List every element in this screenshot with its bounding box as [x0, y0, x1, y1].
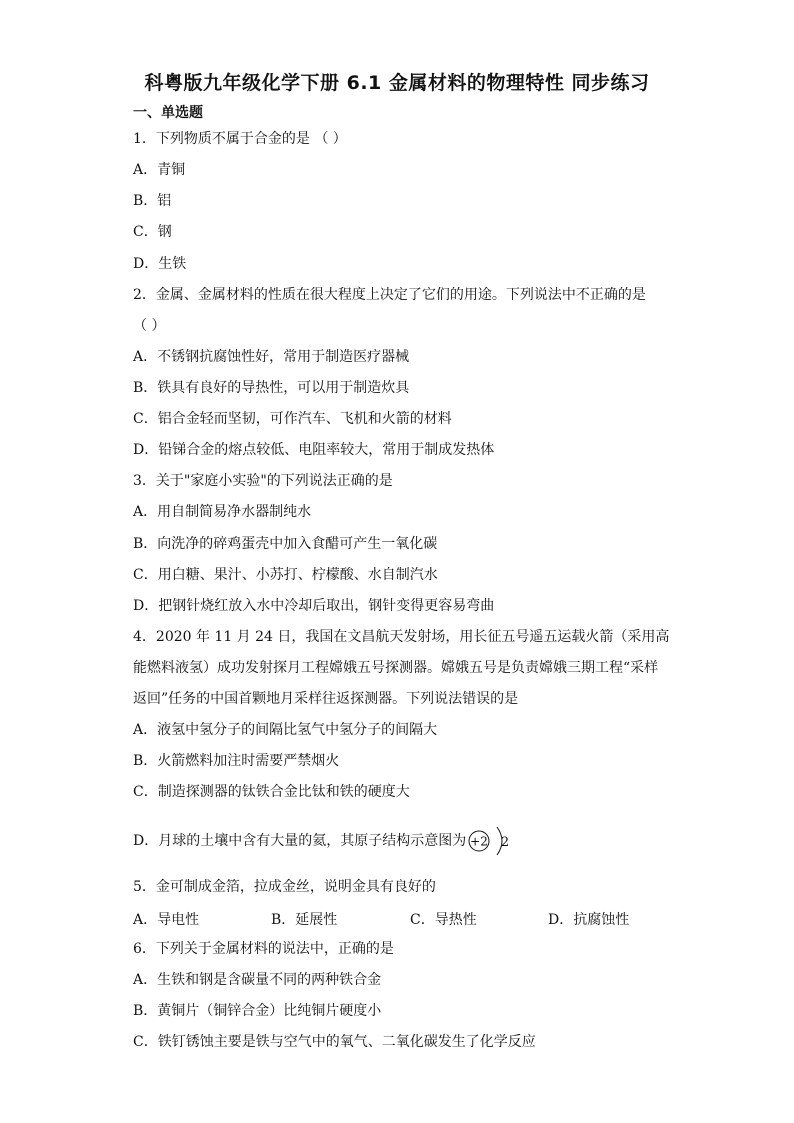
q1-option-d: D．生铁 [133, 256, 187, 272]
q2-stem-line2: （ ） [133, 318, 166, 334]
helium-atom-structure-diagram [465, 826, 515, 856]
q2-option-b: B．铁具有良好的导热性，可以用于制造炊具 [133, 380, 410, 396]
q6-option-a: A．生铁和钢是含碳量不同的两种铁合金 [133, 972, 382, 988]
q5-option-b: B．延展性 [271, 912, 338, 928]
q3-option-d: D．把钢针烧红放入水中冷却后取出，钢针变得更容易弯曲 [133, 598, 495, 614]
q4-option-c: C．制造探测器的钛铁合金比钛和铁的硬度大 [133, 784, 410, 800]
section-heading: 一、单选题 [133, 105, 203, 121]
q3-option-a: A．用自制简易净水器制纯水 [133, 504, 312, 520]
q2-option-c: C．铝合金轻而坚韧，可作汽车、飞机和火箭的材料 [133, 411, 452, 427]
page-title: 科粤版九年级化学下册 6.1 金属材料的物理特性 同步练习 [144, 72, 650, 94]
q6-stem: 6．下列关于金属材料的说法中，正确的是 [133, 941, 394, 957]
q3-option-b: B．向洗净的碎鸡蛋壳中加入食醋可产生一氧化碳 [133, 536, 438, 552]
q3-option-c: C．用白糖、果汁、小苏打、柠檬酸、水自制汽水 [133, 567, 438, 583]
q6-option-b: B．黄铜片（铜锌合金）比纯铜片硬度小 [133, 1003, 382, 1019]
nucleus-charge: +2 [470, 834, 488, 849]
q4-option-d: D．月球的土壤中含有大量的氦，其原子结构示意图为 [133, 833, 467, 849]
shell-electron-count: 2 [500, 835, 510, 850]
q5-options-row [133, 909, 733, 927]
q1-option-b: B．铝 [133, 193, 172, 209]
q4-stem-line1: 4．2020 年 11 月 24 日，我国在文昌航天发射场，用长征五号遥五运载火箭（采用高 [133, 629, 670, 645]
q4-option-b: B．火箭燃料加注时需要严禁烟火 [133, 753, 340, 769]
q1-option-a: A．青铜 [133, 162, 186, 178]
q5-stem: 5．金可制成金箔，拉成金丝，说明金具有良好的 [133, 879, 436, 895]
q2-option-a: A．不锈钢抗腐蚀性好，常用于制造医疗器械 [133, 349, 410, 365]
q4-stem-line2: 能燃料液氢）成功发射探月工程嫦娥五号探测器。嫦娥五号是负责嫦娥三期工程“采样 [133, 660, 659, 676]
q6-option-c: C．铁钉锈蚀主要是铁与空气中的氧气、二氧化碳发生了化学反应 [133, 1034, 536, 1050]
q2-stem-line1: 2．金属、金属材料的性质在很大程度上决定了它们的用途。下列说法中不正确的是 [133, 287, 646, 303]
q2-option-d: D．铅锑合金的熔点较低、电阻率较大，常用于制成发热体 [133, 442, 495, 458]
q1-option-c: C．钢 [133, 224, 172, 240]
q4-option-a: A．液氢中氢分子的间隔比氢气中氢分子的间隔大 [133, 722, 438, 738]
q1-stem: 1．下列物质不属于合金的是 （ ） [133, 131, 347, 147]
q3-stem: 3．关于"家庭小实验"的下列说法正确的是 [133, 473, 393, 489]
q5-option-a: A．导电性 [133, 912, 200, 928]
q5-option-c: C．导热性 [410, 912, 477, 928]
q4-stem-line3: 返回”任务的中国首颗地月采样往返探测器。下列说法错误的是 [133, 691, 519, 707]
q5-option-d: D．抗腐蚀性 [548, 912, 630, 928]
